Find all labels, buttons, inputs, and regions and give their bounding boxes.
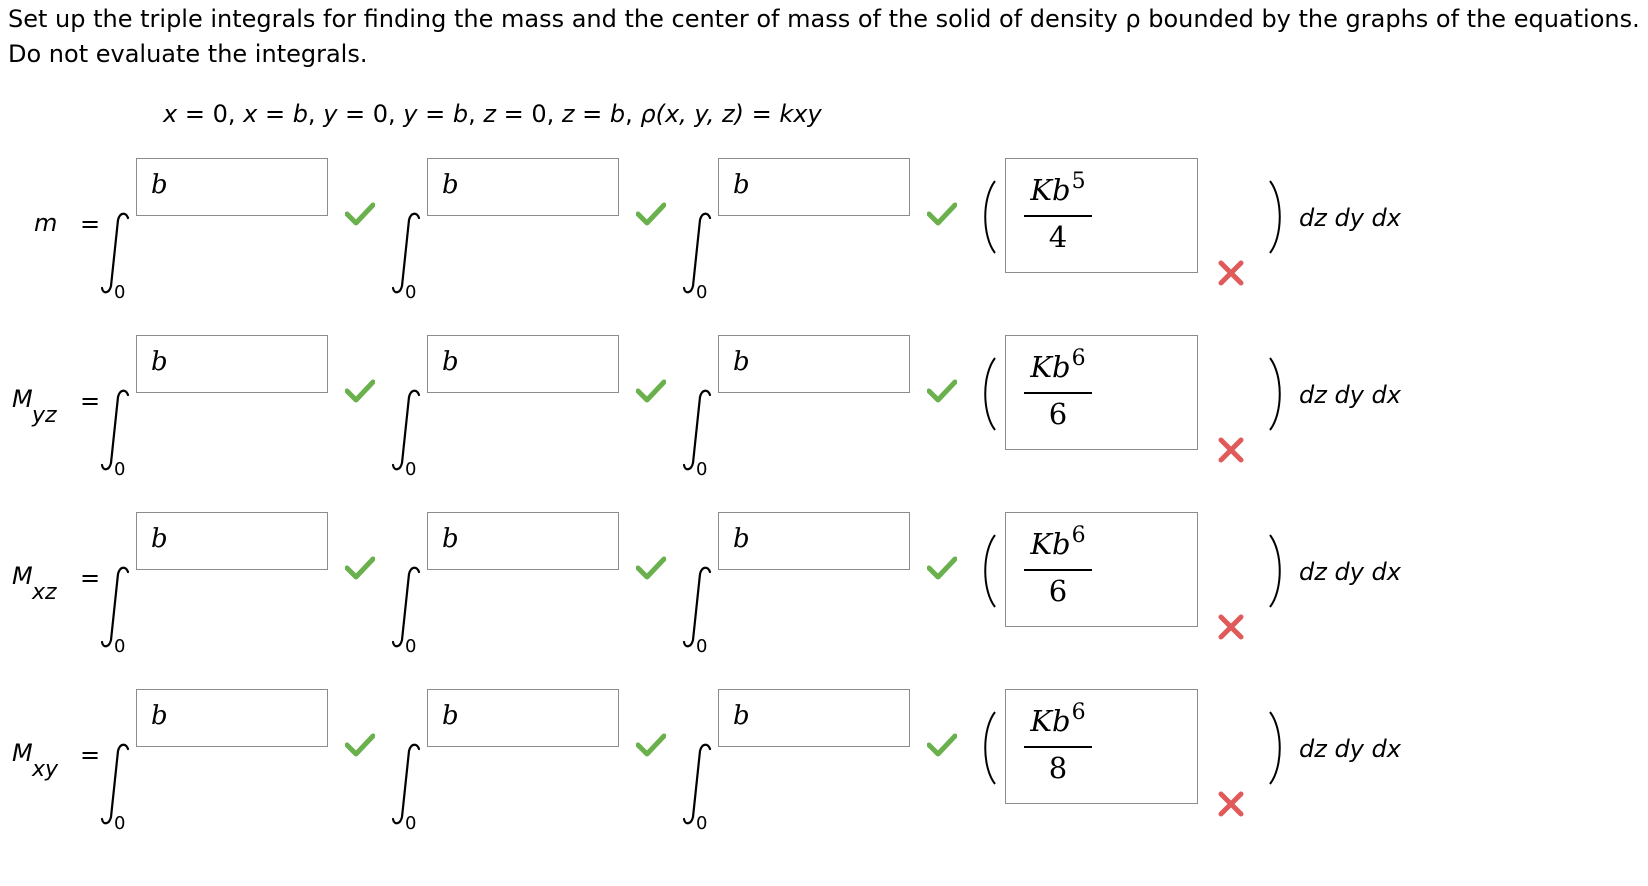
fraction-numerator: Kb$^5$ — [1030, 169, 1086, 207]
exponent: 5 — [1071, 169, 1086, 194]
integrand-fraction — [1024, 700, 1092, 785]
row-symbol: M — [12, 562, 33, 590]
upper-limit-input[interactable] — [136, 512, 328, 570]
fraction-bar — [1024, 746, 1092, 748]
upper-limit-input[interactable] — [136, 335, 328, 393]
differentials: dz dy dx — [1299, 558, 1401, 586]
row-subscript: xz — [32, 580, 57, 605]
cross-icon — [1217, 259, 1245, 287]
integrand-input[interactable] — [1005, 689, 1198, 804]
equals-sign: = — [80, 210, 101, 238]
row-label — [12, 373, 102, 433]
lower-limit: 0 — [405, 282, 417, 303]
equals-sign: = — [80, 564, 101, 592]
upper-limit-input[interactable] — [136, 158, 328, 216]
lower-limit: 0 — [696, 282, 708, 303]
row-label — [12, 550, 102, 610]
fraction-numerator: Kb$^6$ — [1030, 700, 1086, 738]
integrand-input[interactable] — [1005, 335, 1198, 450]
problem-instructions: Set up the triple integrals for finding the mass and the center of mass of the solid of density ρ bounded by the graphs of the equations. Do not evaluate the integrals. — [8, 5, 1640, 68]
integral-row-moment-xz — [0, 512, 1648, 692]
lower-limit: 0 — [114, 636, 126, 657]
upper-limit-value: b — [733, 170, 750, 200]
upper-limit-value: b — [442, 347, 459, 377]
check-icon — [927, 556, 957, 580]
fraction-denominator: 6 — [1048, 574, 1068, 608]
upper-limit-value: b — [151, 524, 168, 554]
upper-limit-input[interactable] — [136, 689, 328, 747]
integral-sign-icon — [389, 385, 429, 480]
row-subscript: xy — [32, 757, 59, 782]
fraction-denominator: 4 — [1048, 220, 1068, 254]
row-label — [12, 196, 102, 256]
fraction-denominator: 6 — [1048, 397, 1068, 431]
integral-sign-icon — [98, 739, 138, 834]
differentials: dz dy dx — [1299, 381, 1401, 409]
fraction-numerator: Kb$^6$ — [1030, 523, 1086, 561]
integrand-fraction — [1024, 523, 1092, 608]
row-subscript: yz — [32, 403, 57, 428]
upper-limit-value: b — [151, 170, 168, 200]
integral-sign-icon — [389, 562, 429, 657]
integrand-input[interactable] — [1005, 512, 1198, 627]
right-paren-icon — [1265, 355, 1287, 433]
upper-limit-value: b — [733, 524, 750, 554]
check-icon — [927, 733, 957, 757]
exponent: 6 — [1071, 700, 1086, 725]
right-paren-icon — [1265, 178, 1287, 256]
upper-limit-input[interactable] — [427, 689, 619, 747]
cross-icon — [1217, 436, 1245, 464]
upper-limit-value: b — [442, 524, 459, 554]
fraction-bar — [1024, 392, 1092, 394]
fraction-denominator: 8 — [1048, 751, 1068, 785]
lower-limit: 0 — [696, 636, 708, 657]
check-icon — [927, 379, 957, 403]
row-symbol: m — [34, 209, 58, 237]
upper-limit-input[interactable] — [718, 158, 910, 216]
lower-limit: 0 — [696, 813, 708, 834]
integrand-fraction — [1024, 169, 1092, 254]
integrand-fraction — [1024, 346, 1092, 431]
lower-limit: 0 — [696, 459, 708, 480]
integrand-input[interactable] — [1005, 158, 1198, 273]
integral-sign-icon — [389, 208, 429, 303]
check-icon — [636, 379, 666, 403]
check-icon — [345, 556, 375, 580]
check-icon — [636, 556, 666, 580]
left-paren-icon — [978, 178, 1000, 256]
upper-limit-value: b — [151, 701, 168, 731]
row-label — [12, 727, 102, 787]
check-icon — [636, 202, 666, 226]
lower-limit: 0 — [114, 813, 126, 834]
exponent: 6 — [1071, 523, 1086, 548]
exponent: 6 — [1071, 346, 1086, 371]
row-symbol: M — [12, 385, 33, 413]
integral-sign-icon — [680, 208, 720, 303]
upper-limit-input[interactable] — [427, 158, 619, 216]
left-paren-icon — [978, 709, 1000, 787]
upper-limit-value: b — [151, 347, 168, 377]
upper-limit-input[interactable] — [427, 335, 619, 393]
upper-limit-input[interactable] — [718, 335, 910, 393]
upper-limit-input[interactable] — [718, 512, 910, 570]
integral-sign-icon — [680, 562, 720, 657]
equals-sign: = — [80, 741, 101, 769]
check-icon — [927, 202, 957, 226]
integral-sign-icon — [680, 739, 720, 834]
upper-limit-value: b — [733, 347, 750, 377]
lower-limit: 0 — [114, 282, 126, 303]
differentials: dz dy dx — [1299, 204, 1401, 232]
lower-limit: 0 — [405, 813, 417, 834]
check-icon — [345, 379, 375, 403]
integral-row-moment-yz — [0, 335, 1648, 515]
check-icon — [345, 733, 375, 757]
integral-row-moment-xy — [0, 689, 1648, 869]
upper-limit-input[interactable] — [427, 512, 619, 570]
right-paren-icon — [1265, 709, 1287, 787]
lower-limit: 0 — [405, 636, 417, 657]
right-paren-icon — [1265, 532, 1287, 610]
upper-limit-input[interactable] — [718, 689, 910, 747]
fraction-bar — [1024, 215, 1092, 217]
integral-sign-icon — [680, 385, 720, 480]
cross-icon — [1217, 613, 1245, 641]
integral-sign-icon — [98, 385, 138, 480]
integral-sign-icon — [389, 739, 429, 834]
upper-limit-value: b — [442, 701, 459, 731]
lower-limit: 0 — [405, 459, 417, 480]
integral-row-mass — [0, 158, 1648, 338]
left-paren-icon — [978, 355, 1000, 433]
upper-limit-value: b — [442, 170, 459, 200]
integral-sign-icon — [98, 562, 138, 657]
lower-limit: 0 — [114, 459, 126, 480]
left-paren-icon — [978, 532, 1000, 610]
differentials: dz dy dx — [1299, 735, 1401, 763]
upper-limit-value: b — [733, 701, 750, 731]
check-icon — [345, 202, 375, 226]
integral-sign-icon — [98, 208, 138, 303]
check-icon — [636, 733, 666, 757]
row-symbol: M — [12, 739, 33, 767]
given-equations: x = 0, x = b, y = 0, y = b, z = 0, z = b, ρ(x, y, z) = kxy — [163, 100, 822, 128]
fraction-numerator: Kb$^6$ — [1030, 346, 1086, 384]
cross-icon — [1217, 790, 1245, 818]
fraction-bar — [1024, 569, 1092, 571]
equals-sign: = — [80, 387, 101, 415]
